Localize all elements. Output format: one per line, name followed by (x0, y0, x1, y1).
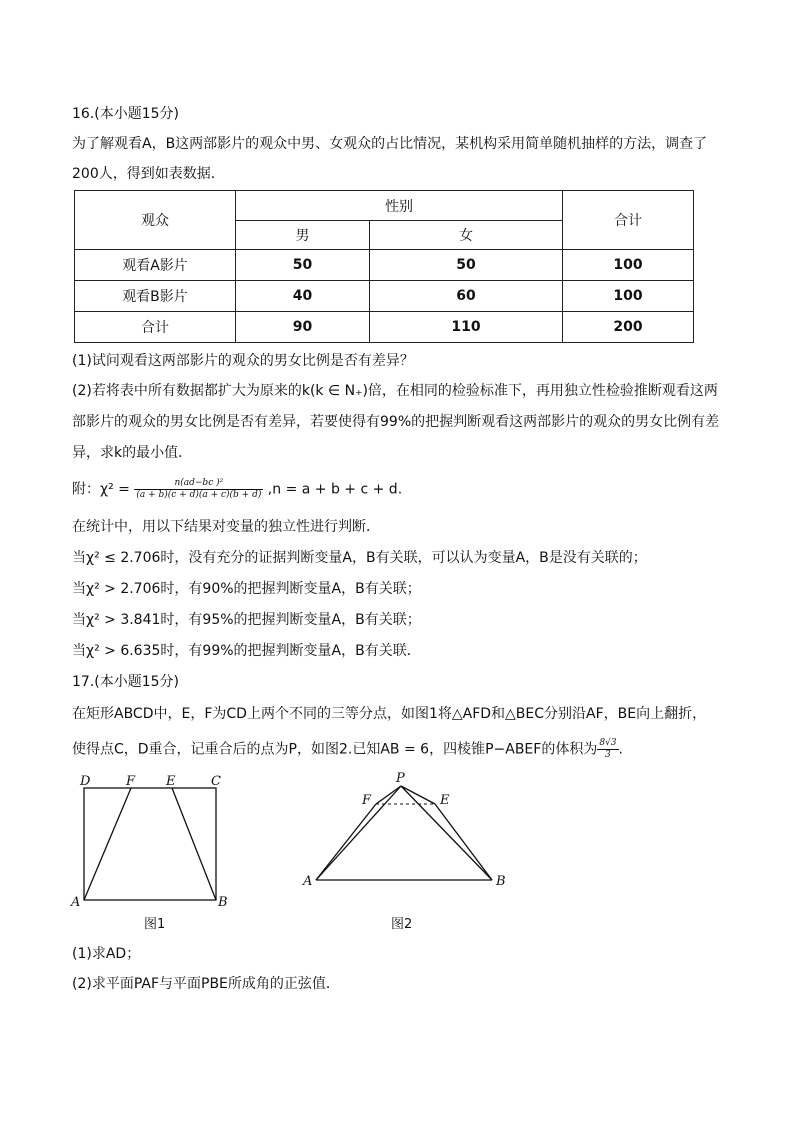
q16-stem-line2: 200人，得到如表数据． (72, 166, 225, 182)
q16-formula-note (72, 478, 402, 501)
segment-pf (376, 786, 401, 804)
table-row (75, 312, 694, 343)
segment-af (316, 804, 376, 880)
q17-part1: (1)求AD； (72, 946, 141, 962)
label-a: A (71, 895, 81, 910)
table-header-total: 合计 (563, 191, 694, 250)
label-e: E (440, 793, 450, 808)
label-b: B (218, 895, 228, 910)
cell-female: 50 (370, 250, 563, 281)
label-e: E (166, 774, 176, 789)
row-label: 合计 (75, 312, 236, 343)
stem-end: . (618, 741, 623, 758)
table-header-gender: 性别 (236, 191, 563, 221)
cell-male: 50 (236, 250, 370, 281)
table-header-male: 男 (236, 221, 370, 250)
label-d: D (80, 774, 91, 789)
q16-rule-2: 当χ² > 2.706时，有90%的把握判断变量A，B有关联； (72, 581, 421, 597)
row-label: 观看B影片 (75, 281, 236, 312)
rectangle-abcd (84, 788, 216, 900)
cell-total: 200 (563, 312, 694, 343)
label-p: P (396, 771, 405, 786)
label-f: F (126, 774, 136, 789)
chi-square-fraction (134, 478, 263, 501)
q16-rule-intro: 在统计中，用以下结果对变量的独立性进行判断． (72, 519, 380, 535)
volume-denominator: 3 (605, 750, 611, 760)
q17-stem-line1: 在矩形ABCD中，E，F为CD上两个不同的三等分点，如图1将△AFD和△BEC分别沿AF，BE向上翻折， (72, 706, 707, 722)
q17-stem-line2 (72, 738, 623, 761)
figure-2-pyramid (300, 768, 520, 938)
cell-total: 100 (563, 250, 694, 281)
volume-numerator: 8√3 (599, 738, 617, 748)
q16-part2-line2: 部影片的观众的男女比例是否有差异，若要使得有99%的把握判断观看这两部影片的观众的男女比例有差 (72, 414, 720, 430)
q16-rule-4: 当χ² > 6.635时，有99%的把握判断变量A，B有关联． (72, 643, 421, 659)
q16-data-table (74, 190, 694, 343)
segment-pa (316, 786, 401, 880)
segment-pe (401, 786, 435, 804)
q16-rule-3: 当χ² > 3.841时，有95%的把握判断变量A，B有关联； (72, 612, 421, 628)
row-label: 观看A影片 (75, 250, 236, 281)
segment-be (172, 788, 216, 900)
q16-part1: (1)试问观看这两部影片的观众的男女比例是否有差异？ (72, 353, 414, 369)
cell-total: 100 (563, 281, 694, 312)
formula-prefix: 附：χ² = (72, 481, 130, 498)
q17-part2: (2)求平面PAF与平面PBE所成角的正弦值． (72, 976, 340, 992)
q16-header: 16.(本小题15分) (72, 106, 180, 122)
table-header-viewer: 观众 (75, 191, 236, 250)
stem-text: 使得点C，D重合，记重合后的点为P，如图2.已知AB = 6，四棱锥P−ABEF的体积为 (72, 741, 598, 758)
table-row (75, 281, 694, 312)
q16-rule-1: 当χ² ≤ 2.706时，没有充分的证据判断变量A，B有关联，可以认为变量A，B是没有关联的； (72, 550, 647, 566)
cell-male: 90 (236, 312, 370, 343)
segment-af (84, 788, 131, 900)
figure-2-caption: 图2 (391, 917, 413, 932)
volume-fraction (597, 738, 618, 761)
segment-be (435, 804, 492, 880)
cell-female: 110 (370, 312, 563, 343)
formula-suffix: ,n = a + b + c + d. (267, 481, 403, 498)
label-b: B (496, 874, 506, 889)
formula-denominator: (a + b)(c + d)(a + c)(b + d) (136, 490, 262, 500)
table-row (75, 250, 694, 281)
formula-numerator: n(ad−bc )² (134, 478, 263, 490)
q16-part2-line1: (2)若将表中所有数据都扩大为原来的k(k ∈ N₊)倍，在相同的检验标准下，再用独立性检验推断观看这两 (72, 383, 718, 399)
label-f: F (362, 793, 372, 808)
figure-1-rectangle (60, 768, 260, 938)
q16-part2-line3: 异，求k的最小值． (72, 445, 193, 461)
q16-stem-line1: 为了解观看A，B这两部影片的观众中男、女观众的占比情况，某机构采用简单随机抽样的方法，调查了 (72, 136, 708, 152)
label-a: A (303, 874, 313, 889)
figure-1-caption: 图1 (144, 917, 166, 932)
q17-header: 17.(本小题15分) (72, 674, 180, 690)
table-header-female: 女 (370, 221, 563, 250)
cell-female: 60 (370, 281, 563, 312)
label-c: C (211, 774, 221, 789)
cell-male: 40 (236, 281, 370, 312)
